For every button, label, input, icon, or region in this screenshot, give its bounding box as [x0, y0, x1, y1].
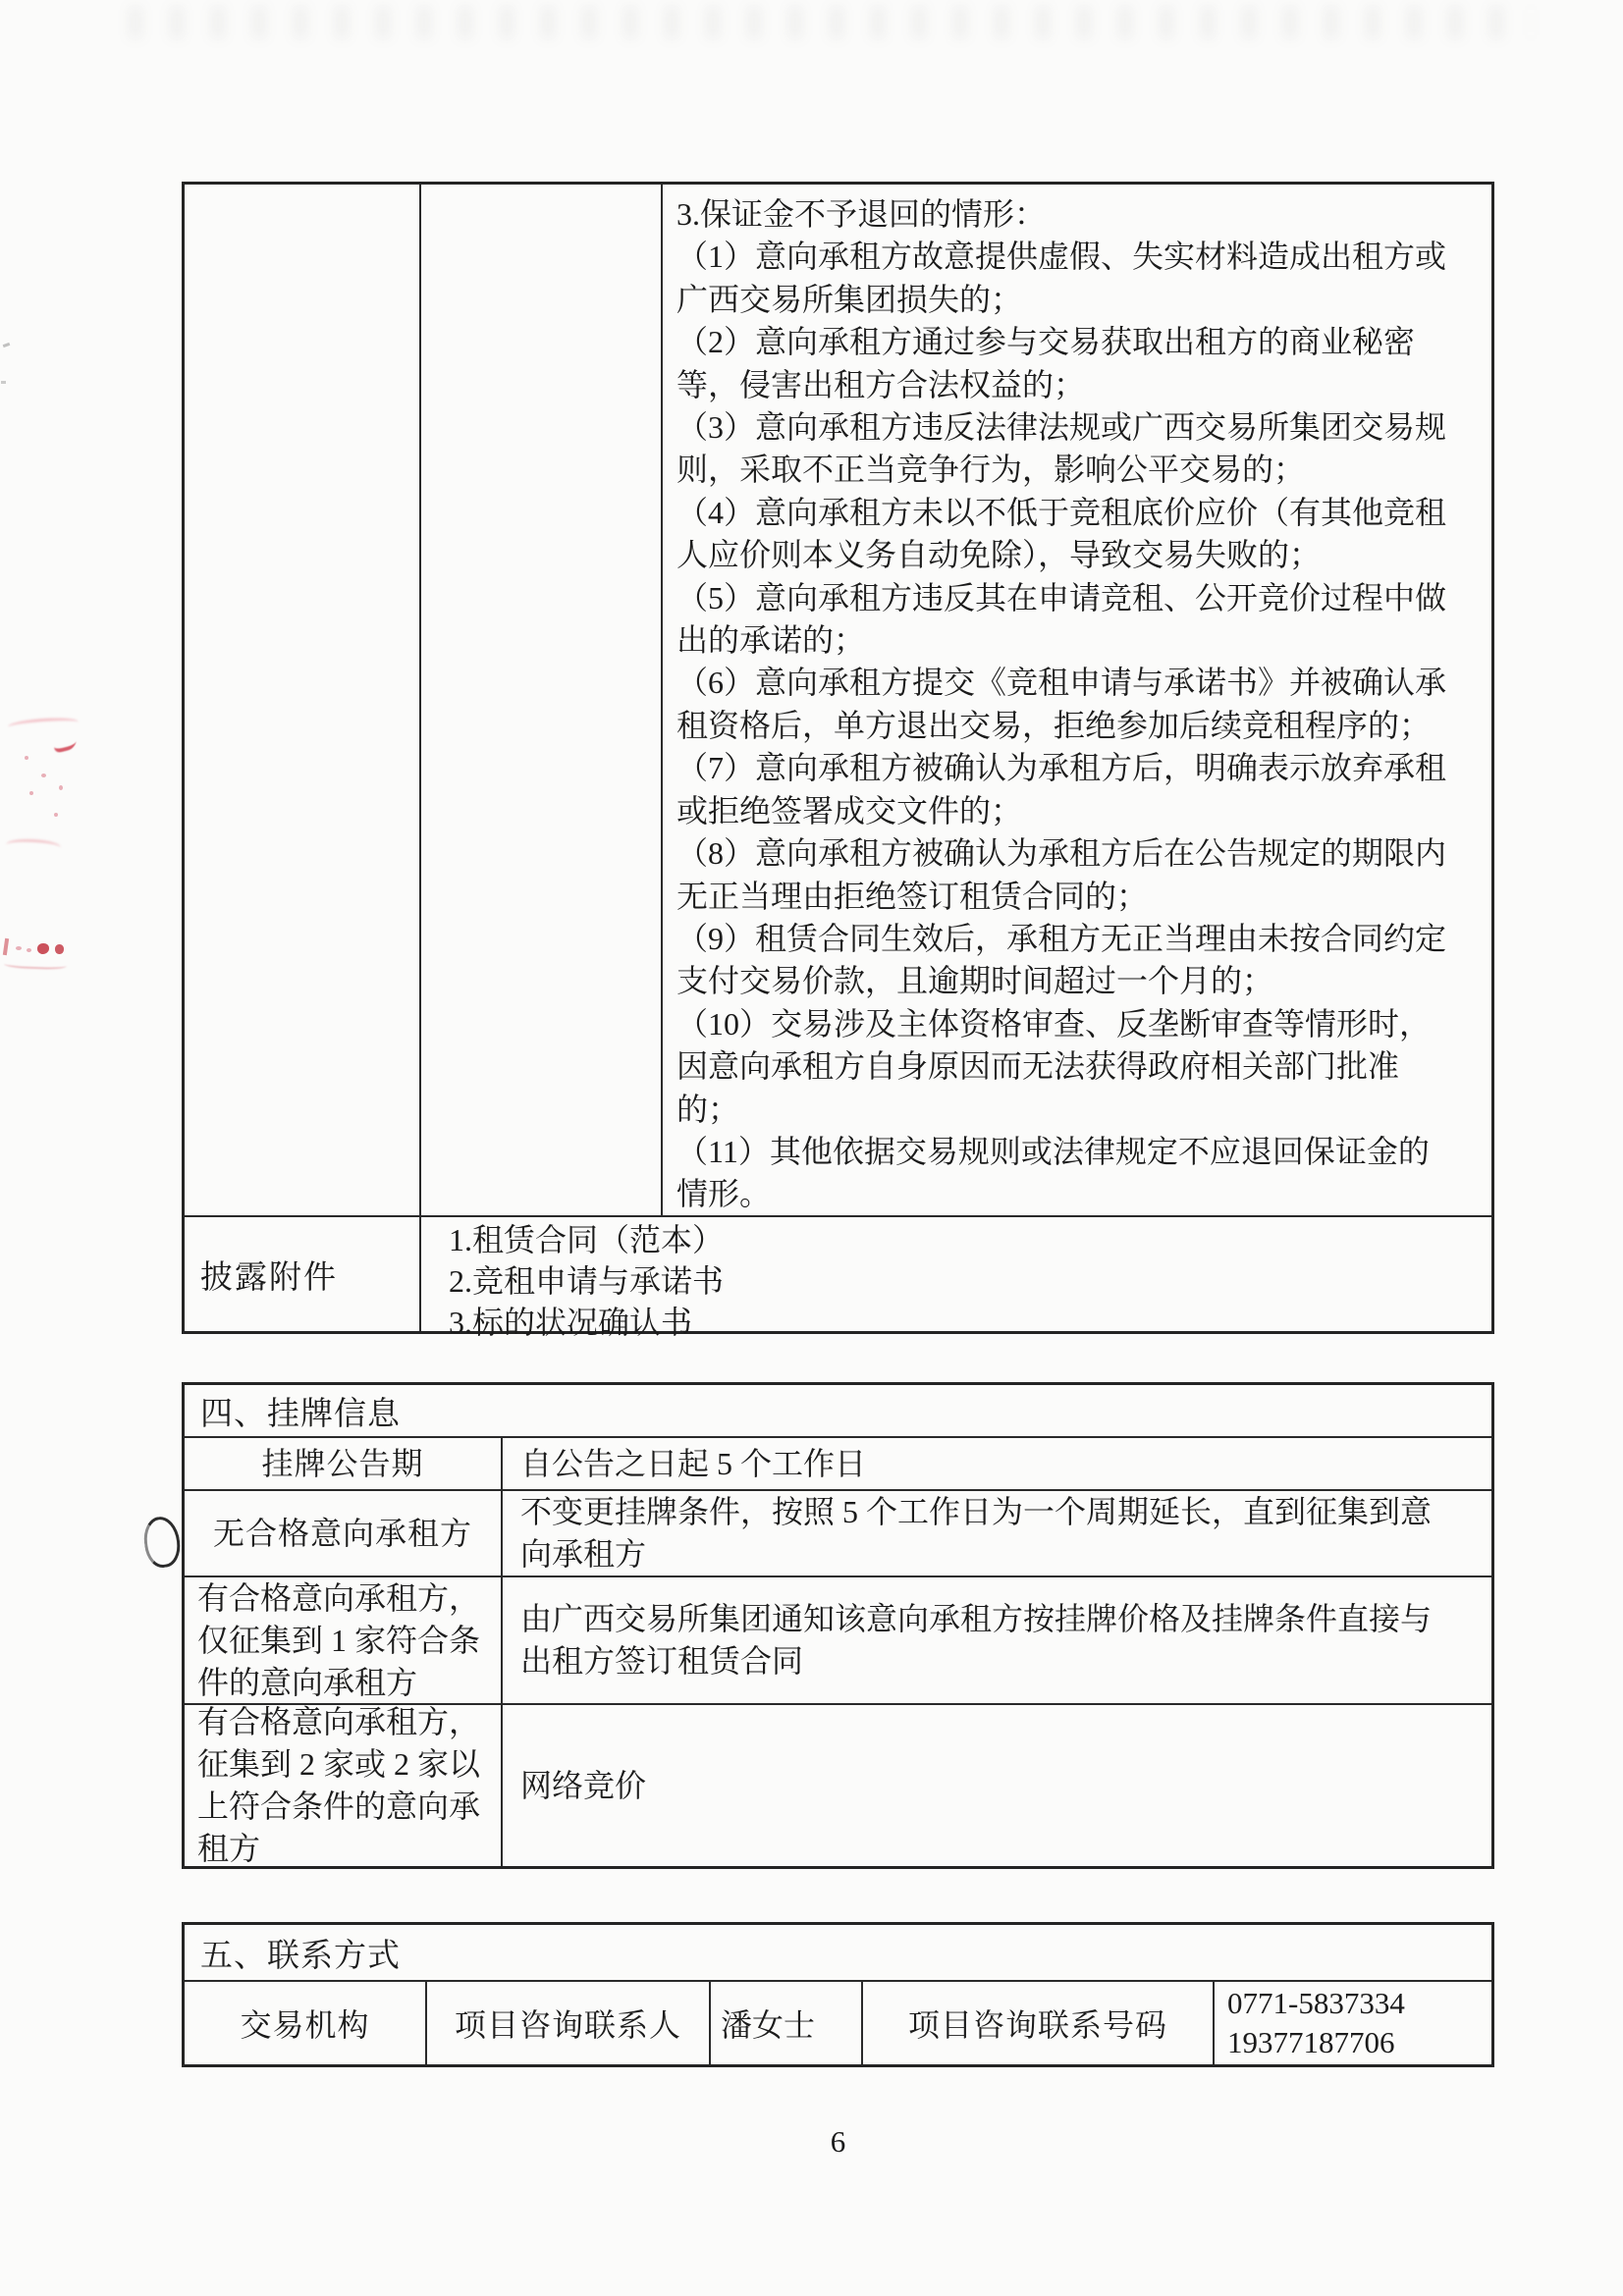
phone-number-line: 19377187706	[1227, 2025, 1395, 2059]
clause-line: 租资格后，单方退出交易，拒绝参加后续竞租程序的；	[676, 707, 1432, 743]
red-mark	[27, 948, 31, 952]
contact-person-name: 潘女士	[711, 1982, 863, 2064]
phone-label: 项目咨询联系号码	[863, 1982, 1215, 2064]
clause-line: 出的承诺的；	[676, 622, 866, 659]
red-mark	[55, 944, 64, 954]
red-stamp-artifact	[6, 838, 62, 855]
table-row	[185, 185, 1491, 1215]
clause-line: （2）意向承租方通过参与交易获取出租方的商业秘密	[676, 324, 1416, 360]
scan-speck	[1, 381, 6, 384]
table-row	[185, 1215, 1491, 1340]
attachment-line: 3.标的状况确认书	[449, 1305, 693, 1340]
row-value: 自公告之日起 5 个工作日	[520, 1445, 867, 1481]
clause-line: 3.保证金不予退回的情形：	[676, 196, 1047, 232]
clause-line: 则，采取不正当竞争行为，影响公平交易的；	[676, 452, 1306, 488]
phone-number-line: 0771-5837334	[1227, 1986, 1405, 2020]
clause-line: 或拒绝签署成交文件的；	[676, 792, 1023, 828]
table-row	[185, 1489, 1491, 1575]
clause-line: （9）租赁合同生效后，承租方无正当理由未按合同约定	[676, 920, 1447, 956]
row-value: 不变更挂牌条件，按照 5 个工作日为一个周期延长，直到征集到意向承租方	[520, 1494, 1433, 1572]
attachment-line: 1.租赁合同（范本）	[449, 1222, 725, 1257]
handwritten-circle-annotation	[141, 1515, 183, 1570]
contact-person-label: 项目咨询联系人	[427, 1982, 711, 2064]
row-value: 由广西交易所集团通知该意向承租方按挂牌价格及挂牌条件直接与出租方签订租赁合同	[520, 1601, 1433, 1679]
clause-line: （8）意向承租方被确认为承租方后在公告规定的期限内	[676, 835, 1447, 872]
attachment-line: 2.竞租申请与承诺书	[449, 1263, 725, 1299]
section-title-listing-info: 四、挂牌信息	[200, 1396, 401, 1432]
org-label: 交易机构	[185, 1982, 427, 2064]
page-number: 6	[830, 2124, 846, 2159]
clause-line: （6）意向承租方提交《竞租申请与承诺书》并被确认承	[676, 665, 1447, 701]
row-label: 挂牌公告期	[185, 1438, 503, 1489]
contact-info-table	[182, 1922, 1494, 2067]
empty-label-cell	[185, 185, 421, 1215]
clause-line: 因意向承租方自身原因而无法获得政府相关部门批准	[676, 1048, 1400, 1085]
row-label: 有合格意向承租方，仅征集到 1 家符合条件的意向承租方	[185, 1577, 503, 1703]
disclosure-attachments-list	[421, 1217, 1491, 1340]
phone-numbers	[1215, 1982, 1491, 2064]
red-mark	[3, 938, 9, 955]
red-stamp-artifact	[41, 774, 46, 777]
red-mark	[16, 946, 22, 950]
clause-line: 等，侵害出租方合法权益的；	[676, 366, 1086, 402]
row-label: 无合格意向承租方	[185, 1491, 503, 1575]
clause-line: 人应价则本义务自动免除），导致交易失败的；	[676, 537, 1322, 573]
empty-sublabel-cell	[421, 185, 663, 1215]
clause-line: 无正当理由拒绝签订租赁合同的；	[676, 878, 1149, 914]
deposit-forfeiture-clauses	[663, 185, 1491, 1215]
table-row	[185, 1980, 1491, 2064]
scan-ghost-smudge	[128, 6, 1532, 39]
section-title-contact-info: 五、联系方式	[200, 1938, 401, 1974]
clause-line: 广西交易所集团损失的；	[676, 281, 1023, 317]
red-stamp-artifact	[25, 756, 28, 760]
clause-line: （10）交易涉及主体资格审查、反垄断审查等情形时，	[676, 1005, 1432, 1041]
listing-info-table	[182, 1382, 1494, 1869]
row-value: 网络竞价	[520, 1767, 647, 1803]
scan-speck	[3, 343, 11, 347]
clause-line: （7）意向承租方被确认为承租方后，明确表示放弃承租	[676, 750, 1447, 786]
clause-line: （4）意向承租方未以不低于竞租底价应价（有其他竞租	[676, 494, 1447, 530]
deposit-terms-table	[182, 182, 1494, 1340]
red-stamp-artifact	[29, 791, 33, 795]
clause-line: （3）意向承租方违反法律法规或广西交易所集团交易规	[676, 409, 1447, 446]
disclosure-attachments-label: 披露附件	[185, 1217, 421, 1331]
clause-line: （5）意向承租方违反其在申请竞租、公开竞价过程中做	[676, 579, 1447, 615]
table-row	[185, 1703, 1491, 1866]
red-stamp-artifact	[54, 730, 78, 754]
red-stamp-artifact	[8, 717, 80, 733]
clause-line: 的；	[676, 1091, 740, 1127]
red-stamp-artifact	[54, 813, 58, 817]
clause-line: （1）意向承租方故意提供虚假、失实材料造成出租方或	[676, 239, 1447, 275]
table-row	[185, 1436, 1491, 1489]
red-stamp-artifact	[59, 785, 63, 790]
row-label: 有合格意向承租方，征集到 2 家或 2 家以上符合条件的意向承租方	[185, 1705, 503, 1866]
red-mark	[37, 943, 49, 954]
red-mark	[4, 958, 67, 970]
table-row	[185, 1575, 1491, 1703]
clause-line: 情形。	[676, 1176, 772, 1212]
clause-line: （11）其他依据交易规则或法律规定不应退回保证金的	[676, 1133, 1430, 1169]
clause-line: 支付交易价款，且逾期时间超过一个月的；	[676, 963, 1274, 999]
